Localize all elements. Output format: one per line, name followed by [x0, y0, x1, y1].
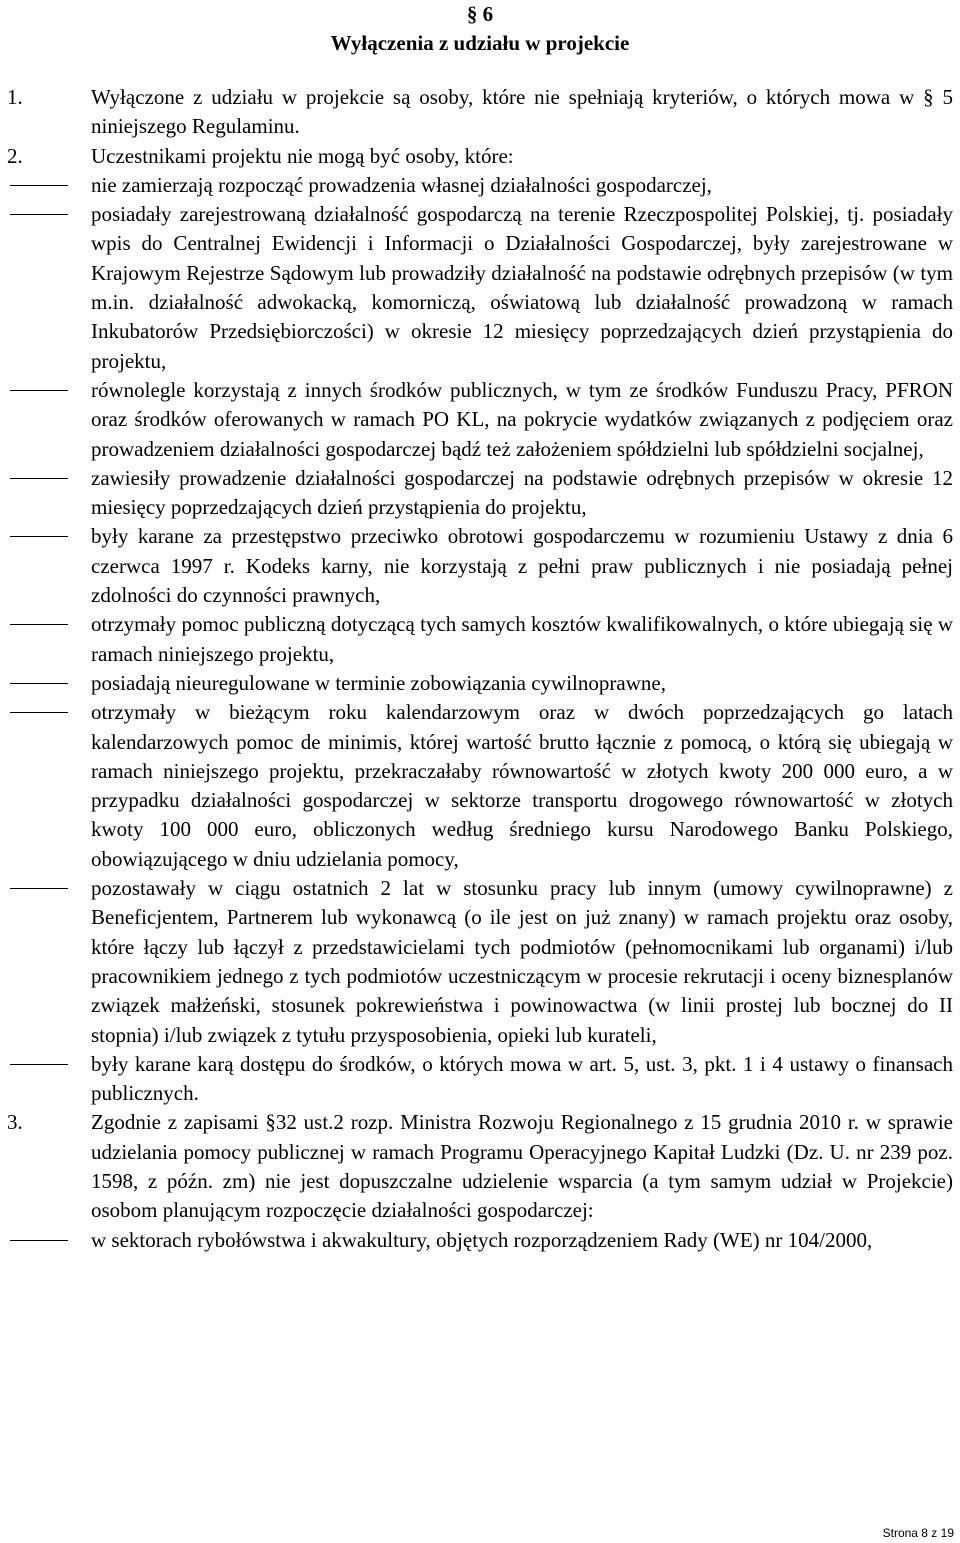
dash-marker — [10, 185, 68, 186]
section-title: Wyłączenia z udziału w projekcie — [330, 31, 630, 55]
dash-marker — [10, 624, 68, 625]
dash-item-text: w sektorach rybołówstwa i akwakultury, objętych rozporządzeniem Rady (WE) nr 104/2000, — [91, 1227, 873, 1252]
dash-item — [7, 171, 953, 200]
dash-item — [7, 1226, 953, 1255]
dash-marker — [10, 712, 68, 713]
dash-item — [7, 610, 953, 669]
list-item-text: Wyłączone z udziału w projekcie są osoby, które nie spełniają kryteriów, o których mowa w § 5 niniejszego Regulaminu. — [91, 85, 953, 139]
dash-item-text: były karane karą dostępu do środków, o których mowa w art. 5, ust. 3, pkt. 1 i 4 ustawy o finansach publicznych. — [91, 1051, 953, 1106]
list-item-text: Uczestnikami projektu nie mogą być osoby, które: — [91, 143, 514, 168]
dash-item — [7, 376, 953, 464]
dash-item — [7, 669, 953, 698]
dash-item-text: otrzymały pomoc publiczną dotyczącą tych samych kosztów kwalifikowalnych, o które ubiegają się w ramach niniejszego projektu, — [91, 612, 953, 666]
dash-marker — [10, 478, 68, 479]
list-number: 2. — [7, 143, 23, 168]
list-item-1 — [7, 83, 953, 142]
dash-marker — [10, 536, 68, 537]
section-body — [7, 83, 953, 1255]
dash-item — [7, 464, 953, 523]
dash-marker — [10, 1240, 68, 1241]
dash-marker — [10, 390, 68, 391]
dash-marker — [10, 214, 68, 215]
dash-item — [7, 698, 953, 874]
dash-item — [7, 874, 953, 1050]
dash-item-text: zawiesiły prowadzenie działalności gospodarczej na podstawie odrębnych przepisów w okresie 12 miesięcy poprzedzających dzień przystąpienia do projektu, — [91, 465, 953, 520]
dash-item-text: nie zamierzają rozpocząć prowadzenia własnej działalności gospodarczej, — [91, 172, 712, 197]
dash-marker — [10, 888, 68, 889]
page-number: Strona 8 z 19 — [882, 1526, 954, 1540]
list-item-3 — [7, 1108, 953, 1225]
dash-item — [7, 522, 953, 610]
dash-item-text: posiadały zarejestrowaną działalność gospodarczą na terenie Rzeczpospolitej Polskiej, tj. posiadały wpis do Centralnej Ewidencji i Informacji o Działalności Gospodarczej, były zarejestrowane w Krajowym Rejestrze Sądowym lub prowadziły działalność na podstawie odrębnych przepisów (w tym m.in. działalność adwokacką, komorniczą, oświatową lub działalność prowadzoną w ramach Inkubatorów Przedsiębiorczości) w okresie 12 miesięcy poprzedzających dzień przystąpienia do projektu, — [91, 202, 953, 373]
dash-item-text: otrzymały w bieżącym roku kalendarzowym oraz w dwóch poprzedzających go latach kalendarzowych pomoc de minimis, której wartość brutto łącznie z pomocą, o którą się ubiegają w ramach niniejszego projektu, przekraczałaby równowartość w złotych kwoty 200 000 euro, a w przypadku działalności gospodarczej w sektorze transportu drogowego równowartość w złotych kwoty 100 000 euro, obliczonych według średniego kursu Narodowego Banku Polskiego, obowiązującego w dniu udzielania pomocy, — [91, 700, 953, 871]
list-item-text: Zgodnie z zapisami §32 ust.2 rozp. Ministra Rozwoju Regionalnego z 15 grudnia 2010 r. w sprawie udzielania pomocy publicznej w ramach Programu Operacyjnego Kapitał Ludzki (Dz. U. nr 239 poz. 1598, z późn. zm) nie jest dopuszczalne udzielenie wsparcia (a tym samym udział w Projekcie) osobom planującym rozpoczęcie działalności gospodarczej: — [91, 1110, 953, 1223]
dash-marker — [10, 683, 68, 684]
section-number: § 6 — [466, 2, 494, 26]
dash-item — [7, 200, 953, 376]
list-item-2 — [7, 142, 953, 171]
dash-item-text: równolegle korzystają z innych środków publicznych, w tym ze środków Funduszu Pracy, PFRON oraz środków oferowanych w ramach PO KL, na pokrycie wydatków związanych z podjęciem oraz prowadzeniem działalności gospodarczej bądź też założeniem spółdzielni lub spółdzielni socjalnej, — [91, 377, 953, 461]
dash-item — [7, 1050, 953, 1109]
dash-item-text: były karane za przestępstwo przeciwko obrotowi gospodarczemu w rozumieniu Ustawy z dnia 6 czerwca 1997 r. Kodeks karny, nie korzystają z pełni praw publicznych i nie posiadają pełnej zdolności do czynności prawnych, — [91, 524, 953, 608]
list-number: 3. — [7, 1110, 23, 1135]
dash-item-text: pozostawały w ciągu ostatnich 2 lat w stosunku pracy lub innym (umowy cywilnoprawne) z Beneficjentem, Partnerem lub wykonawcą (o ile jest on już znany) w ramach projektu oraz osoby, które łączy lub łączył z przedstawicielami tych podmiotów (pełnomocnikami lub organami) i/lub pracownikiem jednego z tych podmiotów uczestniczącym w procesie rekrutacji i oceny biznesplanów związek małżeński, stosunek pokrewieństwa i powinowactwa (w linii prostej lub bocznej do II stopnia) i/lub związek z tytułu przysposobienia, opieki lub kurateli, — [91, 876, 953, 1047]
dash-item-text: posiadają nieuregulowane w terminie zobowiązania cywilnoprawne, — [91, 670, 666, 695]
list-number: 1. — [7, 85, 23, 109]
dash-marker — [10, 1064, 68, 1065]
